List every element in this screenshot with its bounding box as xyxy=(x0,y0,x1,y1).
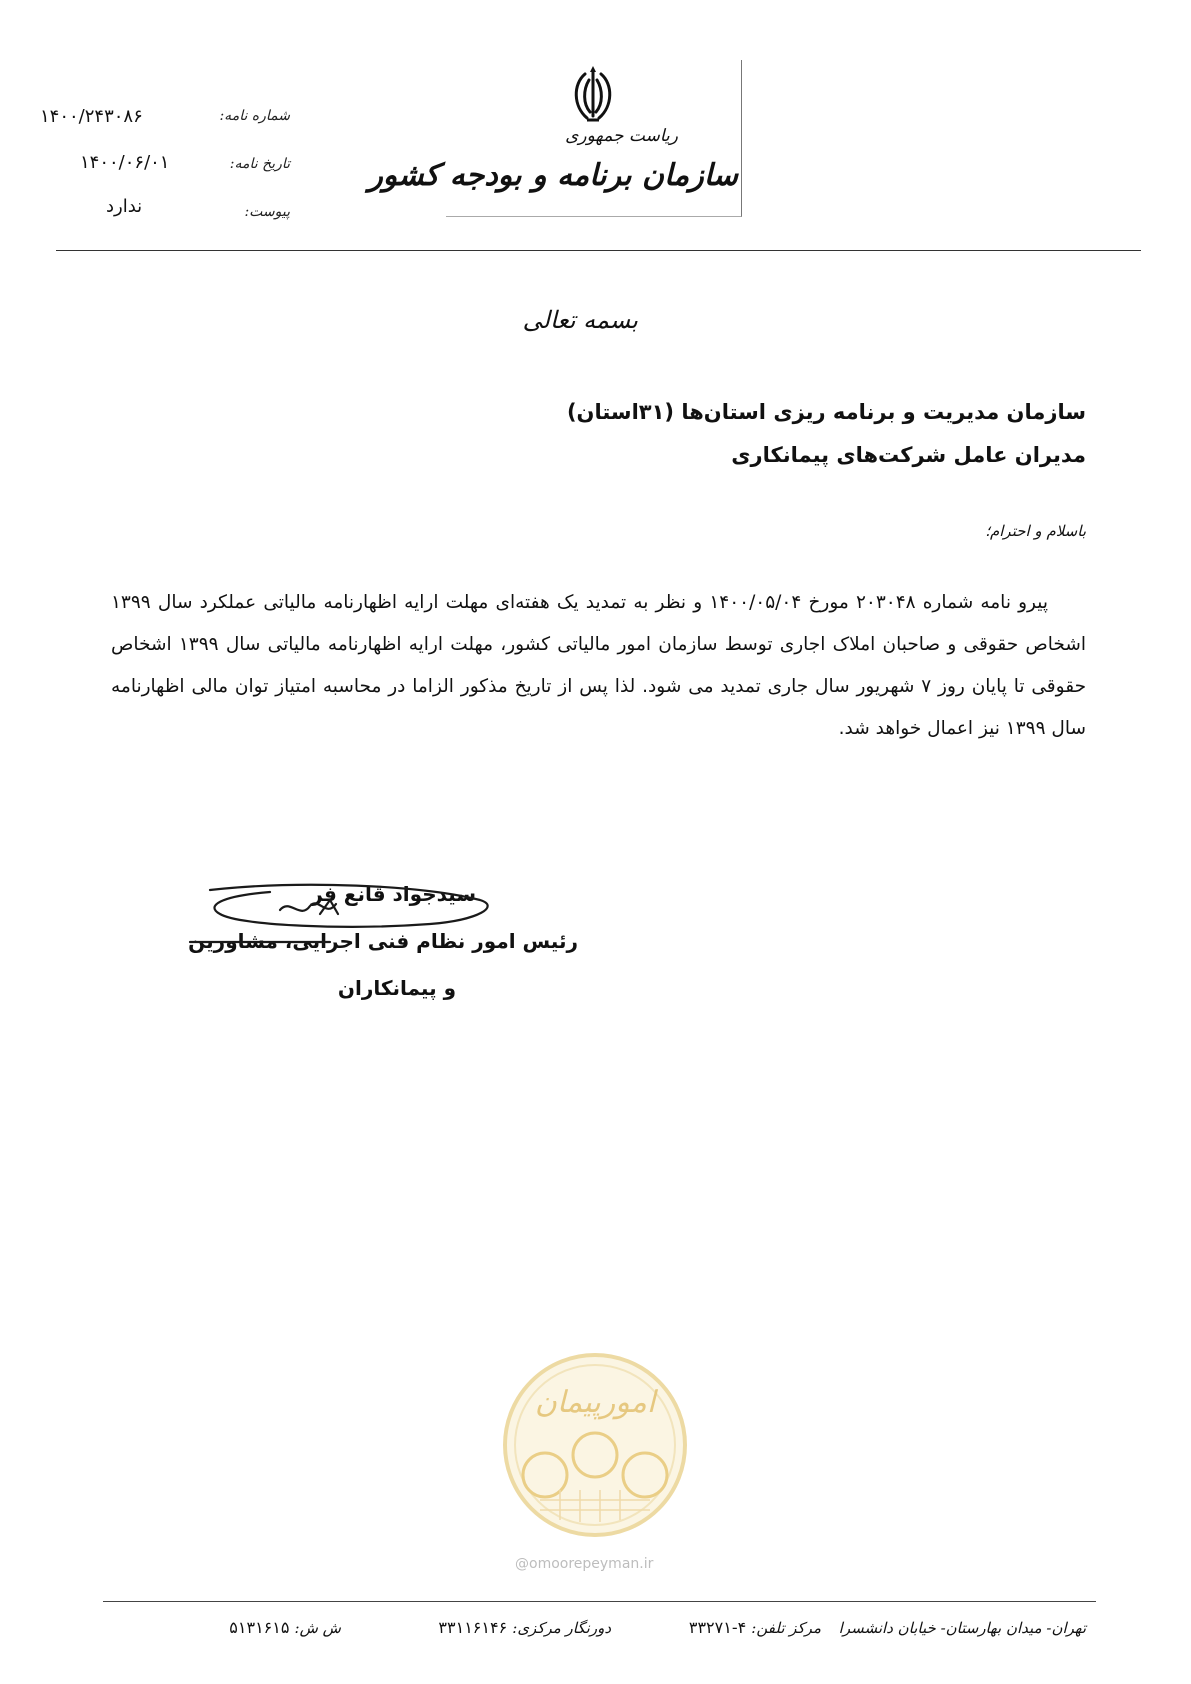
organization-name: سازمان برنامه و بودجه کشور xyxy=(368,158,738,193)
footer-address xyxy=(839,1618,1086,1637)
greeting: باسلام و احترام؛ xyxy=(985,522,1086,540)
fax-number: ۳۳۱۱۶۱۴۶ xyxy=(438,1618,508,1637)
watermark-text: امورپیمان xyxy=(534,1385,656,1420)
recipient-line-2: مدیران عامل شرکت‌های پیمانکاری xyxy=(731,443,1086,467)
signatory-title-line2: و پیمانکاران xyxy=(337,976,456,1000)
letter-number-row xyxy=(40,106,290,130)
signatory-title: رئیس امور نظام فنی اجرایی، مشاورین xyxy=(188,929,578,953)
recipient-line-1: سازمان مدیریت و برنامه ریزی استان‌ها (۳۱استان) xyxy=(566,400,1086,424)
handwritten-signature xyxy=(180,880,530,960)
footer-fax xyxy=(438,1618,611,1637)
registration-number: ۵۱۳۱۶۱۵ xyxy=(229,1618,290,1637)
phone-label: مرکز تلفن: xyxy=(751,1619,821,1637)
date-label: تاریخ نامه: xyxy=(229,156,290,172)
basmala: بسمه تعالی xyxy=(522,306,638,334)
presidency-label: ریاست جمهوری xyxy=(565,126,678,146)
footer-phone xyxy=(689,1618,821,1637)
iran-emblem-icon xyxy=(565,66,621,126)
letter-number-label: شماره نامه: xyxy=(219,108,290,124)
watermark-logo-icon xyxy=(500,1350,690,1540)
attachment-label: پیوست: xyxy=(244,204,290,220)
letter-number: ۱۴۰۰/۲۴۳۰۸۶ xyxy=(40,106,143,127)
fax-label: دورنگار مرکزی: xyxy=(512,1619,611,1637)
letter-body: پیرو نامه شماره ۲۰۳۰۴۸ مورخ ۱۴۰۰/۰۵/۰۴ و نظر به تمدید یک هفته‌ای مهلت ارایه اظهارنامه مالیاتی عملکرد سال ۱۳۹۹ اشخاص حقوقی و صاحبان املاک اجاری توسط سازمان امور مالیاتی کشور، مهلت ارایه اظهارنامه مالیاتی سال ۱۳۹۹ اشخاص حقوقی تا پایان روز ۷ شهریور سال جاری تمدید می شود. لذا پس از تاریخ مذکور الزاما در محاسبه امتیاز توان مالی اظهارنامه سال ۱۳۹۹ نیز اعمال خواهد شد. xyxy=(111,592,1086,739)
watermark-site: @omoorepeyman.ir xyxy=(515,1556,654,1572)
footer-registration xyxy=(229,1618,341,1637)
signatory-name: سیدجواد قانع فر xyxy=(311,882,476,906)
header-divider xyxy=(56,250,1141,251)
phone-number: ۴-۳۳۲۷۱ xyxy=(688,1618,747,1637)
date-row xyxy=(40,152,290,176)
address-text: تهران- میدان بهارستان- خیابان دانشسرا xyxy=(838,1619,1086,1637)
attachment-row xyxy=(40,196,290,220)
footer-divider xyxy=(103,1601,1096,1602)
letter-date: ۱۴۰۰/۰۶/۰۱ xyxy=(80,152,170,173)
attachment-value: ندارد xyxy=(106,196,143,217)
registration-label: ش ش: xyxy=(294,1619,341,1637)
